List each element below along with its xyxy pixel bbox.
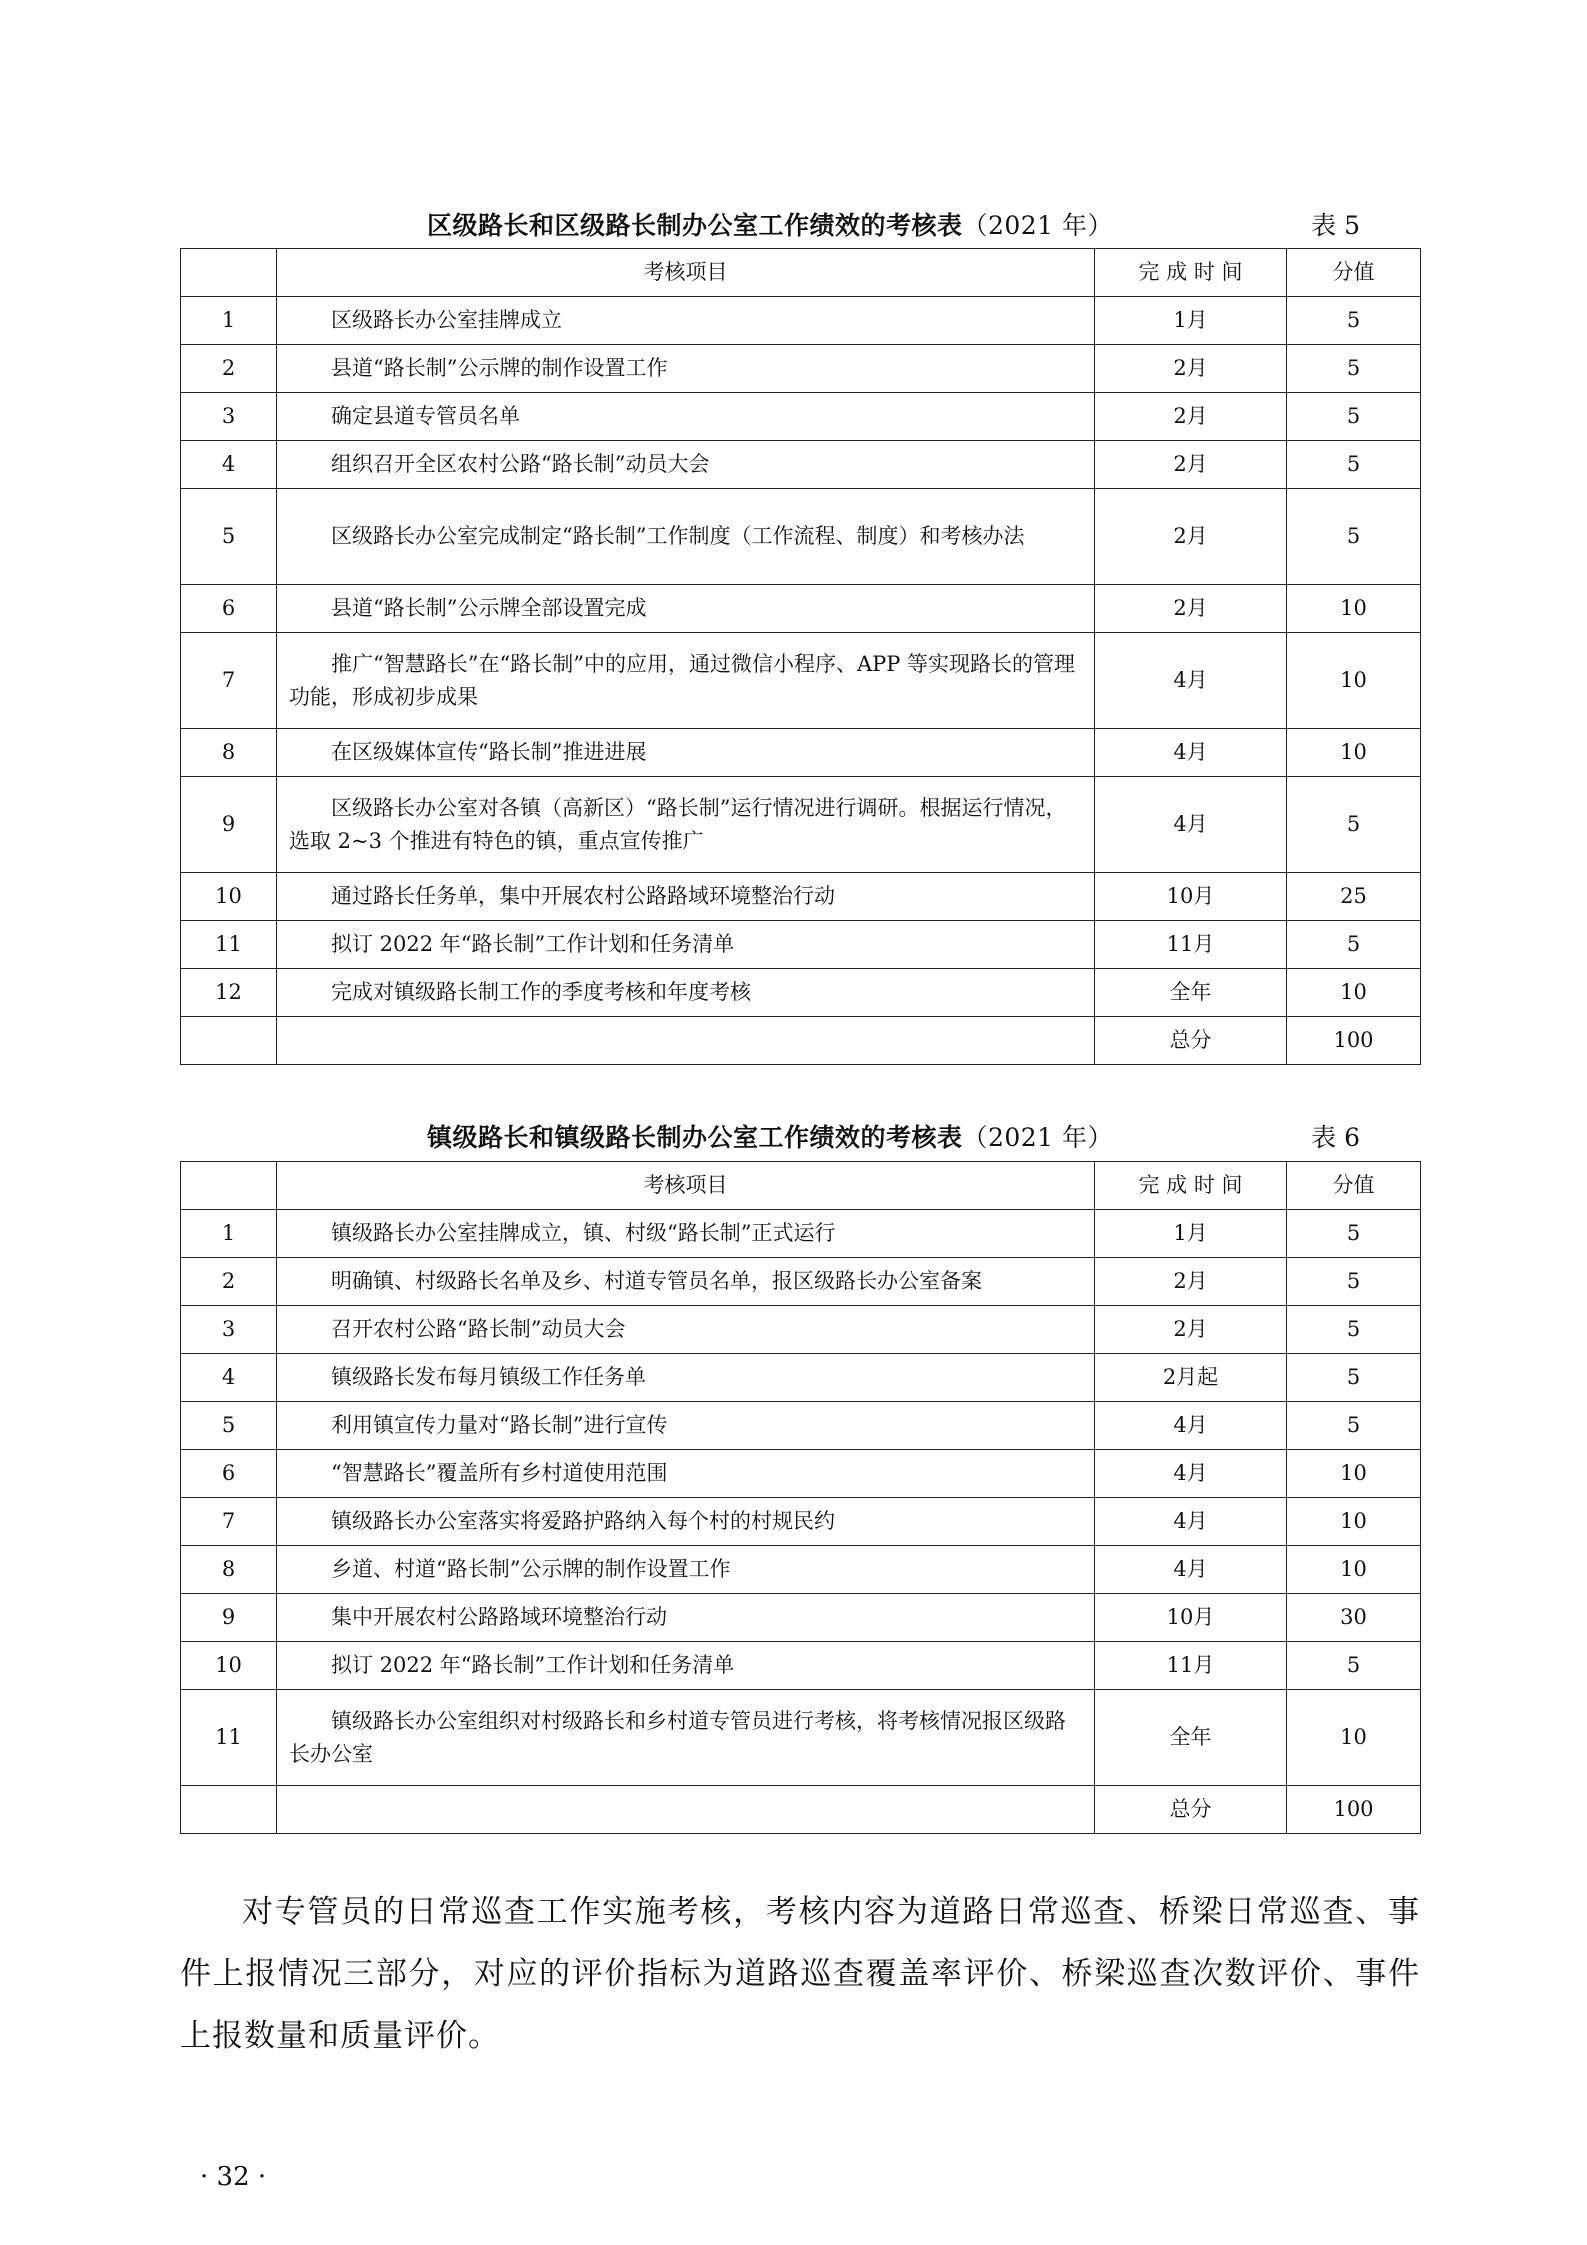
- row-no: 9: [181, 1594, 277, 1642]
- row-no: 7: [181, 1498, 277, 1546]
- table-row: [181, 297, 1421, 345]
- row-time: 4月: [1095, 729, 1287, 777]
- total-empty-no: [181, 1786, 277, 1834]
- row-score: 30: [1287, 1594, 1421, 1642]
- row-item: 通过路长任务单，集中开展农村公路路域环境整治行动: [277, 873, 1095, 921]
- row-time: 全年: [1095, 1690, 1287, 1786]
- row-score: 10: [1287, 1498, 1421, 1546]
- header-time: 完 成 时 间: [1095, 1162, 1287, 1210]
- row-no: 3: [181, 1306, 277, 1354]
- row-score: 10: [1287, 585, 1421, 633]
- table-row: [181, 1594, 1421, 1642]
- row-no: 6: [181, 1450, 277, 1498]
- row-no: 1: [181, 1210, 277, 1258]
- row-time: 10月: [1095, 873, 1287, 921]
- table-row: [181, 1450, 1421, 1498]
- row-item: 乡道、村道“路长制”公示牌的制作设置工作: [277, 1546, 1095, 1594]
- row-item: 确定县道专管员名单: [277, 393, 1095, 441]
- table-row: [181, 1402, 1421, 1450]
- row-time: 2月起: [1095, 1354, 1287, 1402]
- row-score: 5: [1287, 345, 1421, 393]
- row-time: 2月: [1095, 393, 1287, 441]
- table-row: [181, 1306, 1421, 1354]
- row-item: “智慧路长”覆盖所有乡村道使用范围: [277, 1450, 1095, 1498]
- table-row: [181, 969, 1421, 1017]
- row-time: 2月: [1095, 489, 1287, 585]
- row-score: 10: [1287, 1546, 1421, 1594]
- row-time: 4月: [1095, 1546, 1287, 1594]
- row-item: 区级路长办公室完成制定“路长制”工作制度（工作流程、制度）和考核办法: [277, 489, 1095, 585]
- row-item: 集中开展农村公路路域环境整治行动: [277, 1594, 1095, 1642]
- row-no: 4: [181, 1354, 277, 1402]
- row-no: 10: [181, 1642, 277, 1690]
- table-row: [181, 1354, 1421, 1402]
- header-time: 完 成 时 间: [1095, 249, 1287, 297]
- row-item: 明确镇、村级路长名单及乡、村道专管员名单，报区级路长办公室备案: [277, 1258, 1095, 1306]
- row-time: 1月: [1095, 297, 1287, 345]
- table-row: [181, 1642, 1421, 1690]
- table5-year: （2021 年）: [962, 211, 1114, 240]
- table5-total-row: [181, 1017, 1421, 1065]
- row-time: 4月: [1095, 777, 1287, 873]
- table-row: [181, 729, 1421, 777]
- row-time: 4月: [1095, 1450, 1287, 1498]
- table5-number: 表 5: [1311, 211, 1360, 240]
- row-time: 2月: [1095, 585, 1287, 633]
- row-score: 25: [1287, 873, 1421, 921]
- row-time: 10月: [1095, 1594, 1287, 1642]
- row-time: 4月: [1095, 633, 1287, 729]
- row-item: 县道“路长制”公示牌全部设置完成: [277, 585, 1095, 633]
- table5-title: 区级路长和区级路长制办公室工作绩效的考核表: [426, 211, 963, 240]
- row-score: 5: [1287, 393, 1421, 441]
- row-no: 5: [181, 489, 277, 585]
- row-no: 11: [181, 921, 277, 969]
- table-row: [181, 1690, 1421, 1786]
- row-score: 5: [1287, 777, 1421, 873]
- row-time: 11月: [1095, 921, 1287, 969]
- header-no: [181, 1162, 277, 1210]
- table-row: [181, 345, 1421, 393]
- row-score: 5: [1287, 1306, 1421, 1354]
- row-no: 5: [181, 1402, 277, 1450]
- total-value: 100: [1287, 1786, 1421, 1834]
- row-no: 4: [181, 441, 277, 489]
- table6-title: 镇级路长和镇级路长制办公室工作绩效的考核表: [426, 1123, 963, 1152]
- row-item: 区级路长办公室挂牌成立: [277, 297, 1095, 345]
- row-no: 2: [181, 1258, 277, 1306]
- table-row: [181, 393, 1421, 441]
- row-score: 5: [1287, 1402, 1421, 1450]
- row-no: 6: [181, 585, 277, 633]
- table-row: [181, 1210, 1421, 1258]
- row-score: 5: [1287, 489, 1421, 585]
- row-item: 镇级路长办公室挂牌成立，镇、村级“路长制”正式运行: [277, 1210, 1095, 1258]
- total-value: 100: [1287, 1017, 1421, 1065]
- row-item: 镇级路长办公室落实将爱路护路纳入每个村的村规民约: [277, 1498, 1095, 1546]
- row-score: 10: [1287, 633, 1421, 729]
- row-score: 5: [1287, 921, 1421, 969]
- total-empty-item: [277, 1017, 1095, 1065]
- table6-header-row: [181, 1162, 1421, 1210]
- row-time: 2月: [1095, 345, 1287, 393]
- table-row: [181, 921, 1421, 969]
- row-item: 镇级路长发布每月镇级工作任务单: [277, 1354, 1095, 1402]
- table-row: [181, 633, 1421, 729]
- table6-total-row: [181, 1786, 1421, 1834]
- table-row: [181, 873, 1421, 921]
- row-time: 4月: [1095, 1402, 1287, 1450]
- row-item: 利用镇宣传力量对“路长制”进行宣传: [277, 1402, 1095, 1450]
- table-row: [181, 1498, 1421, 1546]
- table-row: [181, 489, 1421, 585]
- table-row: [181, 1258, 1421, 1306]
- row-time: 2月: [1095, 1258, 1287, 1306]
- row-time: 2月: [1095, 1306, 1287, 1354]
- row-score: 10: [1287, 1450, 1421, 1498]
- row-time: 4月: [1095, 1498, 1287, 1546]
- row-time: 全年: [1095, 969, 1287, 1017]
- table6-title-line: [180, 1118, 1360, 1154]
- header-item: 考核项目: [277, 249, 1095, 297]
- row-no: 1: [181, 297, 277, 345]
- total-label: 总分: [1095, 1786, 1287, 1834]
- table5-body: [181, 249, 1421, 1065]
- header-no: [181, 249, 277, 297]
- row-score: 10: [1287, 969, 1421, 1017]
- row-item: 完成对镇级路长制工作的季度考核和年度考核: [277, 969, 1095, 1017]
- row-score: 10: [1287, 729, 1421, 777]
- row-item: 召开农村公路“路长制”动员大会: [277, 1306, 1095, 1354]
- row-score: 5: [1287, 1258, 1421, 1306]
- header-score: 分值: [1287, 1162, 1421, 1210]
- row-no: 11: [181, 1690, 277, 1786]
- body-paragraph: 对专管员的日常巡查工作实施考核，考核内容为道路日常巡查、桥梁日常巡查、事件上报情况三部分，对应的评价指标为道路巡查覆盖率评价、桥梁巡查次数评价、事件上报数量和质量评价。: [180, 1894, 1420, 2054]
- row-no: 8: [181, 1546, 277, 1594]
- row-no: 8: [181, 729, 277, 777]
- row-score: 5: [1287, 1354, 1421, 1402]
- row-score: 5: [1287, 1210, 1421, 1258]
- row-no: 3: [181, 393, 277, 441]
- page-number: · 32 ·: [200, 2162, 267, 2192]
- row-score: 10: [1287, 1690, 1421, 1786]
- row-no: 9: [181, 777, 277, 873]
- row-item: 镇级路长办公室组织对村级路长和乡村道专管员进行考核，将考核情况报区级路长办公室: [277, 1690, 1095, 1786]
- table5-caption: [180, 202, 1360, 242]
- row-score: 5: [1287, 441, 1421, 489]
- table6-number: 表 6: [1311, 1123, 1360, 1152]
- row-item: 拟订 2022 年“路长制”工作计划和任务清单: [277, 921, 1095, 969]
- row-item: 在区级媒体宣传“路长制”推进进展: [277, 729, 1095, 777]
- table-row: [181, 585, 1421, 633]
- total-empty-item: [277, 1786, 1095, 1834]
- table6-caption: [180, 1114, 1360, 1154]
- row-no: 7: [181, 633, 277, 729]
- table5-header-row: [181, 249, 1421, 297]
- row-time: 1月: [1095, 1210, 1287, 1258]
- row-time: 2月: [1095, 441, 1287, 489]
- row-no: 12: [181, 969, 277, 1017]
- table5: [180, 248, 1421, 1065]
- row-time: 11月: [1095, 1642, 1287, 1690]
- row-item: 组织召开全区农村公路“路长制”动员大会: [277, 441, 1095, 489]
- row-score: 5: [1287, 297, 1421, 345]
- header-score: 分值: [1287, 249, 1421, 297]
- table6-year: （2021 年）: [962, 1123, 1114, 1152]
- row-item: 推广“智慧路长”在“路长制”中的应用，通过微信小程序、APP 等实现路长的管理功能，形成初步成果: [277, 633, 1095, 729]
- total-empty-no: [181, 1017, 277, 1065]
- row-item: 县道“路长制”公示牌的制作设置工作: [277, 345, 1095, 393]
- table-row: [181, 1546, 1421, 1594]
- row-no: 2: [181, 345, 277, 393]
- row-no: 10: [181, 873, 277, 921]
- header-item: 考核项目: [277, 1162, 1095, 1210]
- table6: [180, 1161, 1421, 1834]
- row-item: 区级路长办公室对各镇（高新区）“路长制”运行情况进行调研。根据运行情况，选取 2~3 个推进有特色的镇，重点宣传推广: [277, 777, 1095, 873]
- table-row: [181, 441, 1421, 489]
- table-row: [181, 777, 1421, 873]
- row-score: 5: [1287, 1642, 1421, 1690]
- table5-title-line: [180, 206, 1360, 242]
- total-label: 总分: [1095, 1017, 1287, 1065]
- row-item: 拟订 2022 年“路长制”工作计划和任务清单: [277, 1642, 1095, 1690]
- table6-body: [181, 1162, 1421, 1834]
